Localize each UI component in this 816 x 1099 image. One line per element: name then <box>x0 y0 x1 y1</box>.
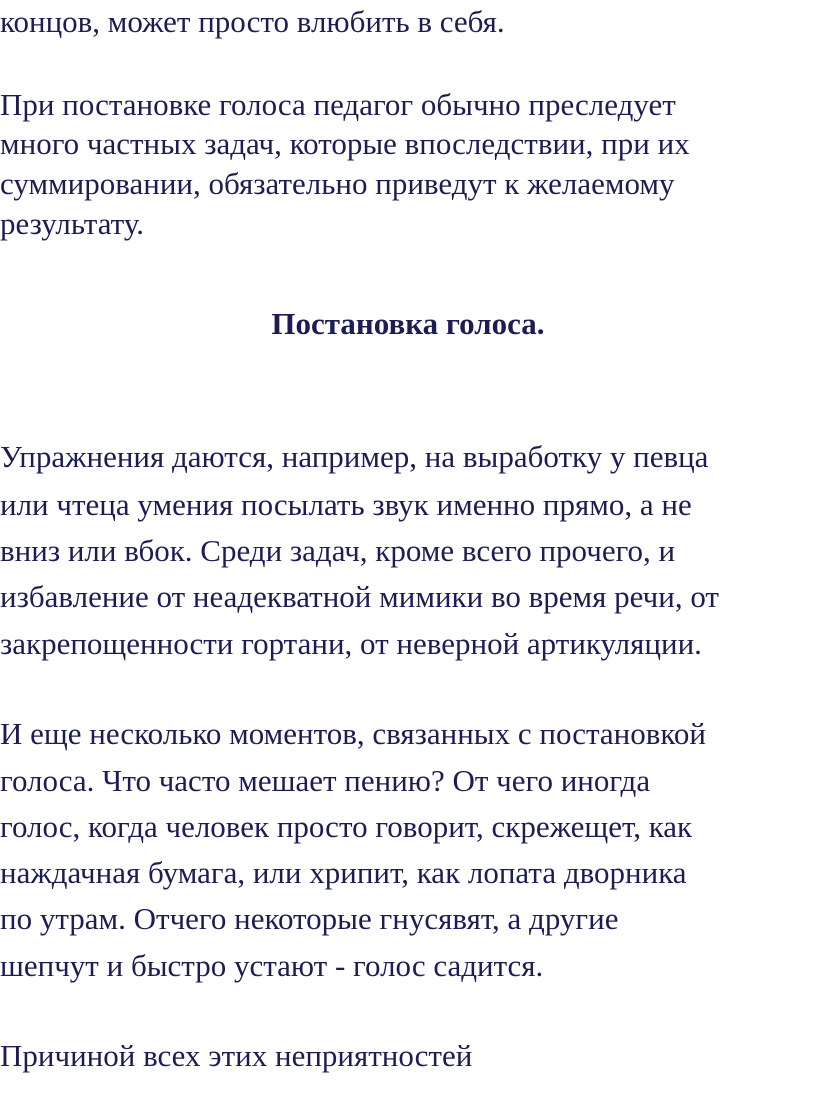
text-line: При постановке голоса педагог обычно преследует <box>0 87 676 122</box>
text-line: голос, когда человек просто говорит, скрежещет, как <box>0 809 693 844</box>
text-line: много частных задач, которые впоследствии, при их <box>0 126 690 161</box>
text-line: И еще несколько моментов, связанных с постановкой <box>0 716 706 751</box>
text-line: Упражнения даются, например, на выработку у певца <box>0 439 709 474</box>
text-line: вниз или вбок. Среди задач, кроме всего прочего, и <box>0 533 676 568</box>
text-line: концов, может просто влюбить в себя. <box>0 4 505 39</box>
text-line: Причиной всех этих неприятностей <box>0 1038 473 1073</box>
text-line: или чтеца умения посылать звук именно прямо, а не <box>0 487 692 522</box>
text-line: наждачная бумага, или хрипит, как лопата дворника <box>0 855 687 890</box>
text-line: суммировании, обязательно приведут к желаемому <box>0 166 675 201</box>
text-line: по утрам. Отчего некоторые гнусявят, а другие <box>0 901 619 936</box>
text-line: закрепощенности гортани, от неверной артикуляции. <box>0 626 702 661</box>
text-line: голоса. Что часто мешает пению? От чего иногда <box>0 763 651 798</box>
text-line: результату. <box>0 206 144 241</box>
section-heading: Постановка голоса. <box>271 306 545 341</box>
text-line: шепчут и быстро устают - голос садится. <box>0 948 544 983</box>
text-line: избавление от неадекватной мимики во время речи, от <box>0 579 719 614</box>
